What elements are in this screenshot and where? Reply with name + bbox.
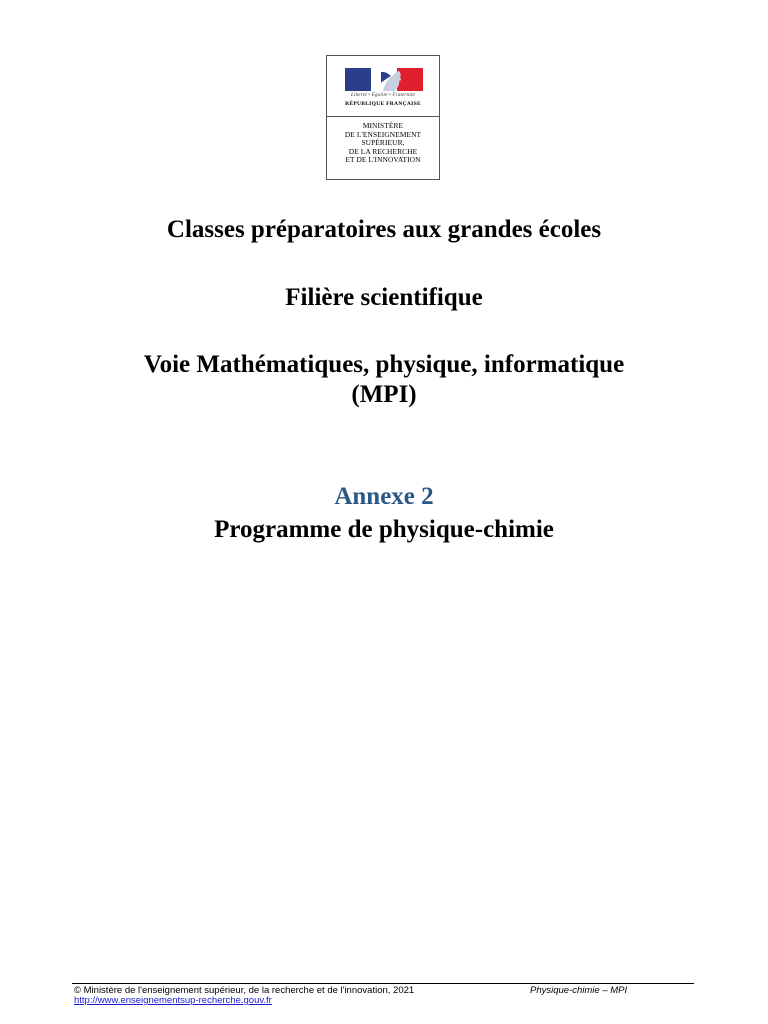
ministry-logo [326,55,440,180]
ministry-line: SUPÉRIEUR, [361,138,405,147]
motto-text: Liberté • Égalité • Fraternité [351,93,415,98]
footer-copyright: © Ministère de l'enseignement supérieur, de la recherche et de l'innovation, 2021 [74,985,415,996]
ministry-line: ET DE L'INNOVATION [345,155,421,164]
marianne-profile-icon [381,68,407,91]
program-heading: Programme de physique-chimie [214,516,554,543]
ministry-line: DE L'ENSEIGNEMENT [344,129,422,139]
path-abbrev: (MPI) [351,381,417,408]
ministry-line: MINISTÈRE [362,121,404,130]
annexe-heading: Annexe 2 [334,483,434,510]
footer-divider [72,983,694,984]
tricolor-flag-icon [345,68,423,91]
page-title: Classes préparatoires aux grandes écoles [166,216,602,243]
path-title: Voie Mathématiques, physique, informatique [143,351,625,378]
republic-label: RÉPUBLIQUE FRANÇAISE [345,101,421,107]
footer-doc-label: Physique-chimie – MPI [530,985,628,996]
ministry-line: DE LA RECHERCHE [348,146,418,156]
logo-divider [327,116,439,117]
footer-url-link[interactable]: http://www.enseignementsup-recherche.gouv.fr [74,995,272,1006]
ministry-name [327,122,439,165]
marianne-block [327,56,439,112]
track-title: Filière scientifique [285,284,483,311]
